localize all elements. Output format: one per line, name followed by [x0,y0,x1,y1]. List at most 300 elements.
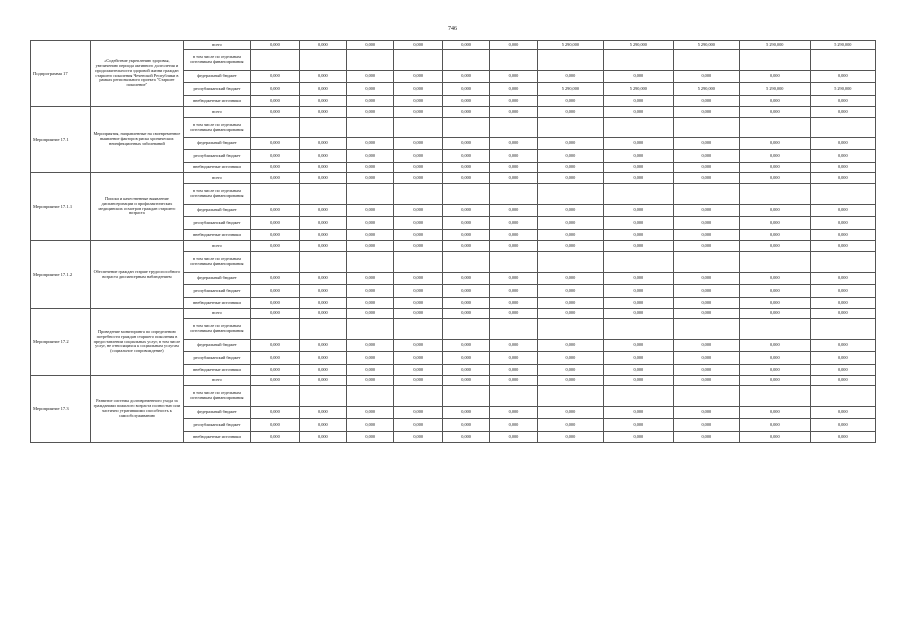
value-cell [347,118,394,138]
value-cell [442,118,489,138]
value-cell: 0,000 [299,273,346,285]
value-cell [490,252,537,273]
value-cell: 0,000 [347,365,394,376]
value-cell: 0,000 [347,309,394,319]
value-cell: 0,000 [810,96,875,107]
funding-source: республиканский бюджет [183,285,250,298]
value-cell: 0,000 [347,407,394,419]
table-row [31,107,876,118]
value-cell: 0,000 [537,340,603,352]
value-cell: 0,000 [810,273,875,285]
value-cell [490,50,537,71]
value-cell [810,386,875,407]
value-cell [299,184,346,205]
value-cell: 0,000 [251,173,299,184]
value-cell: 0,000 [394,376,442,386]
value-cell: 0,000 [537,96,603,107]
value-cell: 0,000 [739,432,810,443]
value-cell: 0,000 [394,419,442,432]
value-cell: 0,000 [604,138,674,150]
value-cell: 0,000 [673,205,739,217]
value-cell: 0,000 [442,407,489,419]
value-cell: 0,000 [604,432,674,443]
value-cell: 0,000 [251,107,299,118]
value-cell: 0,000 [537,285,603,298]
value-cell: 0,000 [490,173,537,184]
value-cell: 0,000 [604,217,674,230]
value-cell [604,386,674,407]
value-cell: 0,000 [442,340,489,352]
value-cell: 0,000 [347,419,394,432]
value-cell: 0,000 [490,285,537,298]
value-cell [442,50,489,71]
funding-table [30,40,876,443]
value-cell: 0,000 [394,273,442,285]
funding-source: в том числе по отдельным источникам финансирования [183,386,250,407]
page-number: 746 [448,26,457,32]
program-name: Поиски и качественные выявление диспансеризации и профилактических медицинских осмотров граждан старшего возраста [91,173,184,241]
value-cell: 0,000 [739,352,810,365]
value-cell: 0,000 [394,96,442,107]
value-cell: 0,000 [347,173,394,184]
value-cell: 0,000 [299,173,346,184]
value-cell: 0,000 [394,163,442,173]
value-cell: 0,000 [251,163,299,173]
value-cell: 0,000 [299,309,346,319]
value-cell: 0,000 [442,205,489,217]
value-cell [604,252,674,273]
value-cell: 0,000 [442,150,489,163]
value-cell: 0,000 [299,285,346,298]
value-cell: 0,000 [537,150,603,163]
table-row [31,41,876,50]
value-cell: 0,000 [394,150,442,163]
funding-source: федеральный бюджет [183,273,250,285]
value-cell: 0,000 [251,352,299,365]
value-cell [537,252,603,273]
funding-source: всего [183,309,250,319]
value-cell: 0,000 [299,230,346,241]
funding-source: внебюджетные источники [183,432,250,443]
value-cell: 0,000 [251,138,299,150]
value-cell: 0,000 [537,309,603,319]
table-row [31,376,876,386]
value-cell: 0,000 [604,96,674,107]
funding-source: федеральный бюджет [183,71,250,83]
value-cell: 0,000 [537,298,603,309]
value-cell [394,50,442,71]
value-cell: 0,000 [442,285,489,298]
value-cell: 0,000 [810,163,875,173]
value-cell [537,319,603,340]
value-cell: 0,000 [537,173,603,184]
value-cell: 0,000 [251,273,299,285]
funding-source: республиканский бюджет [183,150,250,163]
value-cell: 0,000 [810,107,875,118]
value-cell: 0,000 [251,407,299,419]
program-code: Мероприятие 17.2 [31,309,91,376]
value-cell: 0,000 [604,230,674,241]
value-cell [251,319,299,340]
value-cell: 0,000 [347,205,394,217]
value-cell: 0,000 [442,365,489,376]
value-cell: 0,000 [251,96,299,107]
value-cell: 0,000 [394,298,442,309]
value-cell: 0,000 [299,352,346,365]
value-cell: 0,000 [810,298,875,309]
value-cell: 0,000 [604,365,674,376]
value-cell: 0,000 [394,230,442,241]
value-cell [347,184,394,205]
value-cell: 0,000 [673,150,739,163]
value-cell: 0,000 [394,83,442,96]
value-cell: 0,000 [810,365,875,376]
value-cell [299,50,346,71]
value-cell [673,118,739,138]
value-cell: 0,000 [490,340,537,352]
value-cell: 0,000 [442,71,489,83]
value-cell: 0,000 [604,241,674,252]
value-cell [490,184,537,205]
value-cell: 0,000 [442,96,489,107]
value-cell: 0,000 [347,285,394,298]
value-cell: 0,000 [537,205,603,217]
program-code: Мероприятие 17.1 [31,107,91,173]
value-cell: 0,000 [299,340,346,352]
value-cell: 0,000 [490,71,537,83]
value-cell: 0,000 [537,419,603,432]
value-cell: 0,000 [604,340,674,352]
funding-source: федеральный бюджет [183,205,250,217]
value-cell [251,118,299,138]
value-cell [347,386,394,407]
value-cell: 5 290,000 [604,83,674,96]
program-name: Развитие системы долговременного ухода за гражданами пожилого возраста полностью или частично утратившими способность к самообслуживанию [91,376,184,443]
value-cell: 0,000 [490,150,537,163]
value-cell: 0,000 [299,138,346,150]
value-cell: 0,000 [604,376,674,386]
value-cell [673,252,739,273]
value-cell [810,118,875,138]
value-cell: 0,000 [299,150,346,163]
value-cell: 0,000 [537,432,603,443]
value-cell: 0,000 [299,365,346,376]
value-cell [394,184,442,205]
value-cell [299,319,346,340]
value-cell: 0,000 [673,376,739,386]
value-cell: 0,000 [394,71,442,83]
value-cell: 0,000 [347,298,394,309]
value-cell: 0,000 [604,107,674,118]
value-cell [537,386,603,407]
value-cell: 0,000 [739,273,810,285]
value-cell [739,386,810,407]
value-cell: 0,000 [299,71,346,83]
value-cell: 0,000 [739,376,810,386]
program-code: Мероприятие 17.1.2 [31,241,91,309]
value-cell: 0,000 [537,230,603,241]
value-cell [490,118,537,138]
program-code: Подпрограмма 17 [31,41,91,107]
value-cell: 0,000 [347,41,394,50]
value-cell: 0,000 [442,107,489,118]
value-cell: 0,000 [739,217,810,230]
value-cell: 5 290,000 [673,83,739,96]
value-cell: 0,000 [442,309,489,319]
funding-source: внебюджетные источники [183,365,250,376]
value-cell: 0,000 [739,365,810,376]
value-cell: 0,000 [810,376,875,386]
value-cell: 0,000 [673,298,739,309]
value-cell: 0,000 [394,407,442,419]
value-cell: 0,000 [347,217,394,230]
value-cell: 0,000 [490,309,537,319]
funding-source: республиканский бюджет [183,217,250,230]
funding-source: всего [183,41,250,50]
value-cell: 0,000 [394,365,442,376]
table-row [31,173,876,184]
value-cell: 0,000 [490,138,537,150]
value-cell: 0,000 [810,419,875,432]
value-cell: 0,000 [347,241,394,252]
value-cell: 0,000 [673,173,739,184]
value-cell: 0,000 [739,96,810,107]
value-cell: 5 290,000 [810,41,875,50]
value-cell: 0,000 [394,241,442,252]
value-cell: 0,000 [347,71,394,83]
value-cell: 0,000 [604,309,674,319]
value-cell: 0,000 [673,273,739,285]
value-cell: 0,000 [251,309,299,319]
program-code: Мероприятие 17.3 [31,376,91,443]
value-cell: 0,000 [251,241,299,252]
value-cell: 5 290,000 [739,83,810,96]
value-cell: 0,000 [442,83,489,96]
value-cell [810,184,875,205]
value-cell: 0,000 [604,298,674,309]
value-cell: 0,000 [442,241,489,252]
value-cell: 0,000 [604,71,674,83]
value-cell: 0,000 [251,230,299,241]
program-code: Мероприятие 17.1.1 [31,173,91,241]
value-cell: 0,000 [299,241,346,252]
value-cell [537,50,603,71]
value-cell: 0,000 [442,432,489,443]
funding-source: в том числе по отдельным источникам финансирования [183,252,250,273]
value-cell [490,319,537,340]
value-cell [442,319,489,340]
value-cell: 0,000 [810,173,875,184]
value-cell: 0,000 [810,432,875,443]
value-cell [251,252,299,273]
funding-source: в том числе по отдельным источникам финансирования [183,184,250,205]
value-cell: 0,000 [604,205,674,217]
funding-source: внебюджетные источники [183,96,250,107]
value-cell: 0,000 [442,376,489,386]
program-name: Проведение мониторинга по определению потребности граждан старшего поколения в предоставлении социальных услуг, в том числе услуг, не относящихся к социальным услугам (социальное сопровождение) [91,309,184,376]
value-cell: 0,000 [739,309,810,319]
value-cell: 0,000 [394,205,442,217]
value-cell: 0,000 [673,138,739,150]
value-cell: 0,000 [490,376,537,386]
value-cell: 0,000 [251,205,299,217]
value-cell [739,252,810,273]
value-cell [347,319,394,340]
value-cell [604,319,674,340]
value-cell: 0,000 [251,340,299,352]
funding-source: в том числе по отдельным источникам финансирования [183,118,250,138]
value-cell: 0,000 [739,71,810,83]
value-cell: 0,000 [394,138,442,150]
value-cell: 0,000 [442,419,489,432]
value-cell [442,184,489,205]
value-cell: 0,000 [490,365,537,376]
value-cell [299,118,346,138]
funding-source: внебюджетные источники [183,230,250,241]
value-cell: 0,000 [299,432,346,443]
value-cell: 0,000 [394,107,442,118]
value-cell [673,50,739,71]
value-cell: 0,000 [739,205,810,217]
value-cell: 0,000 [442,298,489,309]
value-cell: 0,000 [739,241,810,252]
value-cell: 5 290,000 [739,41,810,50]
value-cell: 0,000 [347,96,394,107]
value-cell: 0,000 [490,217,537,230]
value-cell [299,386,346,407]
value-cell: 0,000 [394,285,442,298]
value-cell: 0,000 [810,230,875,241]
value-cell: 0,000 [810,138,875,150]
program-name: «Содействие укреплению здоровья, увеличению периода активного долголетия и продолжительности здоровой жизни граждан старшего поколения Чеченской Республики в рамках регионального проекта "Старшее поколение" [91,41,184,107]
value-cell: 0,000 [299,217,346,230]
value-cell: 0,000 [810,407,875,419]
value-cell: 5 290,000 [604,41,674,50]
value-cell: 0,000 [673,419,739,432]
value-cell [537,184,603,205]
value-cell [299,252,346,273]
value-cell: 0,000 [442,273,489,285]
value-cell: 0,000 [739,340,810,352]
value-cell [394,252,442,273]
value-cell: 0,000 [490,205,537,217]
value-cell: 0,000 [251,419,299,432]
value-cell: 5 290,000 [537,83,603,96]
value-cell: 0,000 [251,365,299,376]
value-cell: 0,000 [490,432,537,443]
funding-source: федеральный бюджет [183,138,250,150]
value-cell [394,319,442,340]
value-cell [673,386,739,407]
value-cell: 0,000 [490,96,537,107]
value-cell: 0,000 [347,273,394,285]
value-cell: 0,000 [299,419,346,432]
value-cell: 0,000 [739,163,810,173]
value-cell: 0,000 [810,150,875,163]
value-cell: 0,000 [604,150,674,163]
value-cell: 0,000 [537,407,603,419]
value-cell: 0,000 [490,107,537,118]
value-cell [604,184,674,205]
funding-source: республиканский бюджет [183,352,250,365]
funding-source: республиканский бюджет [183,83,250,96]
value-cell [394,118,442,138]
value-cell: 0,000 [299,298,346,309]
funding-source: внебюджетные источники [183,163,250,173]
value-cell: 0,000 [299,83,346,96]
value-cell: 0,000 [347,107,394,118]
value-cell [810,319,875,340]
value-cell: 0,000 [251,217,299,230]
value-cell: 0,000 [810,340,875,352]
value-cell: 0,000 [673,309,739,319]
value-cell: 0,000 [299,407,346,419]
value-cell [251,184,299,205]
funding-source: всего [183,173,250,184]
value-cell: 0,000 [604,163,674,173]
value-cell: 0,000 [673,96,739,107]
value-cell: 0,000 [347,83,394,96]
table-body [31,41,876,443]
value-cell: 0,000 [394,352,442,365]
value-cell: 0,000 [490,83,537,96]
value-cell: 0,000 [537,376,603,386]
value-cell: 0,000 [673,71,739,83]
value-cell: 0,000 [673,340,739,352]
value-cell [739,319,810,340]
value-cell: 0,000 [739,138,810,150]
value-cell: 0,000 [442,217,489,230]
value-cell [442,252,489,273]
value-cell: 0,000 [810,352,875,365]
value-cell: 0,000 [251,71,299,83]
value-cell: 0,000 [299,107,346,118]
table-row [31,241,876,252]
value-cell: 0,000 [251,285,299,298]
value-cell [739,50,810,71]
value-cell: 0,000 [673,241,739,252]
value-cell: 0,000 [490,352,537,365]
value-cell: 0,000 [394,340,442,352]
value-cell: 0,000 [442,173,489,184]
value-cell: 0,000 [251,150,299,163]
value-cell: 0,000 [490,407,537,419]
value-cell: 0,000 [299,163,346,173]
value-cell: 0,000 [394,309,442,319]
value-cell: 0,000 [537,163,603,173]
funding-source: республиканский бюджет [183,419,250,432]
value-cell [394,386,442,407]
table-row [31,309,876,319]
value-cell: 0,000 [347,340,394,352]
value-cell: 0,000 [490,419,537,432]
value-cell: 0,000 [299,96,346,107]
value-cell [739,184,810,205]
value-cell: 0,000 [251,41,299,50]
value-cell: 0,000 [537,138,603,150]
value-cell: 0,000 [537,71,603,83]
value-cell: 0,000 [347,150,394,163]
value-cell: 5 290,000 [810,83,875,96]
value-cell: 0,000 [604,285,674,298]
funding-source: федеральный бюджет [183,340,250,352]
value-cell: 0,000 [673,230,739,241]
value-cell: 0,000 [442,138,489,150]
value-cell: 0,000 [810,217,875,230]
value-cell: 0,000 [299,376,346,386]
value-cell [537,118,603,138]
value-cell: 0,000 [673,285,739,298]
